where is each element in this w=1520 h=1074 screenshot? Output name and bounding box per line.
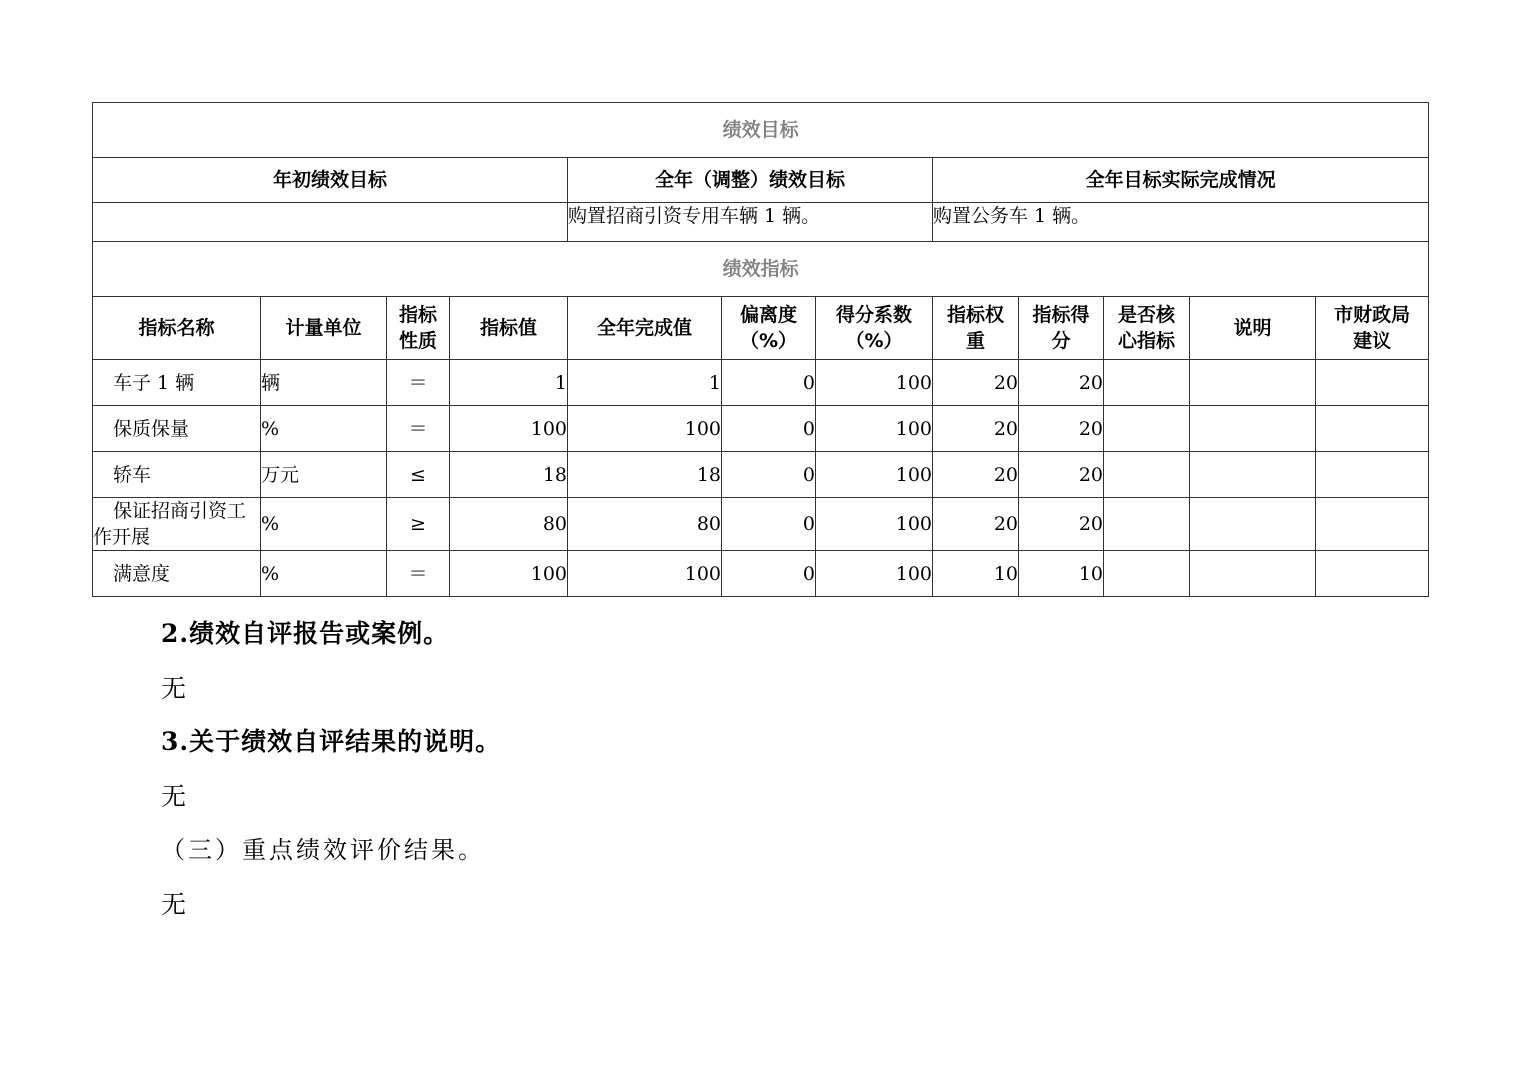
actual-completion-value: 购置公务车 1 辆。 bbox=[933, 203, 1429, 242]
unit-cell: 万元 bbox=[261, 452, 387, 498]
target-value-cell: 100 bbox=[450, 406, 568, 452]
actual-value-cell: 100 bbox=[568, 551, 722, 597]
note-cell bbox=[1190, 452, 1316, 498]
header-line: 心指标 bbox=[1117, 330, 1175, 352]
actual-completion-header: 全年目标实际完成情况 bbox=[933, 158, 1429, 203]
header-line: 说明 bbox=[1233, 317, 1272, 339]
table-row bbox=[93, 406, 1429, 452]
score-cell: 20 bbox=[1019, 452, 1104, 498]
advice-cell bbox=[1316, 406, 1429, 452]
table-row bbox=[93, 498, 1429, 551]
core-flag-cell bbox=[1104, 551, 1190, 597]
col-weight-header bbox=[933, 297, 1019, 360]
weight-cell: 10 bbox=[933, 551, 1019, 597]
deviation-cell: 0 bbox=[722, 360, 816, 406]
note-cell bbox=[1190, 498, 1316, 551]
goals-banner: 绩效目标 bbox=[93, 103, 1429, 158]
header-line: 重 bbox=[965, 330, 985, 352]
header-line: 是否核 bbox=[1117, 304, 1175, 326]
header-line: （%） bbox=[845, 330, 903, 352]
table-row bbox=[93, 452, 1429, 498]
target-value-cell: 1 bbox=[450, 360, 568, 406]
header-line: 指标得 bbox=[1032, 304, 1090, 326]
unit-cell: % bbox=[261, 498, 387, 551]
nature-cell: ≥ bbox=[387, 498, 450, 551]
body-text: 无 bbox=[161, 782, 187, 811]
target-value-cell: 80 bbox=[450, 498, 568, 551]
header-line: 分 bbox=[1051, 330, 1071, 352]
header-line: 指标名称 bbox=[138, 317, 215, 339]
indicator-name-cell: 满意度 bbox=[93, 551, 261, 597]
advice-cell bbox=[1316, 551, 1429, 597]
header-line: 计量单位 bbox=[285, 317, 362, 339]
core-flag-cell bbox=[1104, 498, 1190, 551]
header-line: 指标 bbox=[398, 304, 437, 326]
subsection-heading: （三）重点绩效评价结果。 bbox=[161, 836, 485, 864]
header-line: 得分系数 bbox=[835, 304, 912, 326]
header-line: （%） bbox=[739, 330, 798, 352]
actual-value-cell: 100 bbox=[568, 406, 722, 452]
indicator-name-cell: 保质保量 bbox=[93, 406, 261, 452]
coefficient-cell: 100 bbox=[816, 360, 933, 406]
header-line: 偏离度 bbox=[739, 304, 797, 326]
actual-value-cell: 80 bbox=[568, 498, 722, 551]
deviation-cell: 0 bbox=[722, 551, 816, 597]
advice-cell bbox=[1316, 452, 1429, 498]
deviation-cell: 0 bbox=[722, 498, 816, 551]
unit-cell: 辆 bbox=[261, 360, 387, 406]
core-flag-cell bbox=[1104, 452, 1190, 498]
coefficient-cell: 100 bbox=[816, 551, 933, 597]
col-score-header bbox=[1019, 297, 1104, 360]
target-value-cell: 100 bbox=[450, 551, 568, 597]
advice-cell bbox=[1316, 360, 1429, 406]
actual-value-cell: 1 bbox=[568, 360, 722, 406]
col-indicator-name-header bbox=[93, 297, 261, 360]
col-nature-header bbox=[387, 297, 450, 360]
coefficient-cell: 100 bbox=[816, 452, 933, 498]
score-cell: 20 bbox=[1019, 498, 1104, 551]
col-note-header bbox=[1190, 297, 1316, 360]
adjusted-goal-header: 全年（调整）绩效目标 bbox=[568, 158, 933, 203]
note-cell bbox=[1190, 551, 1316, 597]
actual-value-cell: 18 bbox=[568, 452, 722, 498]
weight-cell: 20 bbox=[933, 406, 1019, 452]
coefficient-cell: 100 bbox=[816, 498, 933, 551]
header-line: 市财政局 bbox=[1334, 304, 1411, 326]
score-cell: 10 bbox=[1019, 551, 1104, 597]
unit-cell: % bbox=[261, 551, 387, 597]
col-actual-header bbox=[568, 297, 722, 360]
weight-cell: 20 bbox=[933, 498, 1019, 551]
nature-cell: ＝ bbox=[387, 360, 450, 406]
col-coefficient-header bbox=[816, 297, 933, 360]
col-unit-header bbox=[261, 297, 387, 360]
weight-cell: 20 bbox=[933, 452, 1019, 498]
deviation-cell: 0 bbox=[722, 406, 816, 452]
target-value-cell: 18 bbox=[450, 452, 568, 498]
header-line: 指标权 bbox=[946, 304, 1004, 326]
adjusted-goal-value: 购置招商引资专用车辆 1 辆。 bbox=[568, 203, 933, 242]
performance-table bbox=[92, 102, 1429, 597]
body-text: 无 bbox=[161, 674, 187, 703]
header-line: 指标值 bbox=[479, 317, 537, 339]
indicator-name-cell: 保证招商引资工作开展 bbox=[93, 498, 261, 551]
nature-cell: ＝ bbox=[387, 406, 450, 452]
col-target-header bbox=[450, 297, 568, 360]
col-core-header bbox=[1104, 297, 1190, 360]
advice-cell bbox=[1316, 498, 1429, 551]
section-heading: 3.关于绩效自评结果的说明。 bbox=[161, 727, 502, 756]
table-row bbox=[93, 551, 1429, 597]
deviation-cell: 0 bbox=[722, 452, 816, 498]
nature-cell: ＝ bbox=[387, 551, 450, 597]
nature-cell: ≤ bbox=[387, 452, 450, 498]
note-cell bbox=[1190, 360, 1316, 406]
col-advice-header bbox=[1316, 297, 1429, 360]
initial-goal-header: 年初绩效目标 bbox=[93, 158, 568, 203]
score-cell: 20 bbox=[1019, 406, 1104, 452]
note-cell bbox=[1190, 406, 1316, 452]
header-line: 建议 bbox=[1353, 330, 1392, 352]
unit-cell: % bbox=[261, 406, 387, 452]
section-heading: 2.绩效自评报告或案例。 bbox=[161, 619, 450, 648]
indicator-name-cell: 车子 1 辆 bbox=[93, 360, 261, 406]
score-cell: 20 bbox=[1019, 360, 1104, 406]
core-flag-cell bbox=[1104, 360, 1190, 406]
core-flag-cell bbox=[1104, 406, 1190, 452]
weight-cell: 20 bbox=[933, 360, 1019, 406]
table-row bbox=[93, 360, 1429, 406]
indicators-banner: 绩效指标 bbox=[93, 242, 1429, 297]
initial-goal-value bbox=[93, 203, 568, 242]
col-deviation-header bbox=[722, 297, 816, 360]
header-line: 性质 bbox=[398, 330, 437, 352]
header-line: 全年完成值 bbox=[596, 317, 692, 339]
indicator-name-cell: 轿车 bbox=[93, 452, 261, 498]
body-text: 无 bbox=[161, 890, 187, 919]
coefficient-cell: 100 bbox=[816, 406, 933, 452]
